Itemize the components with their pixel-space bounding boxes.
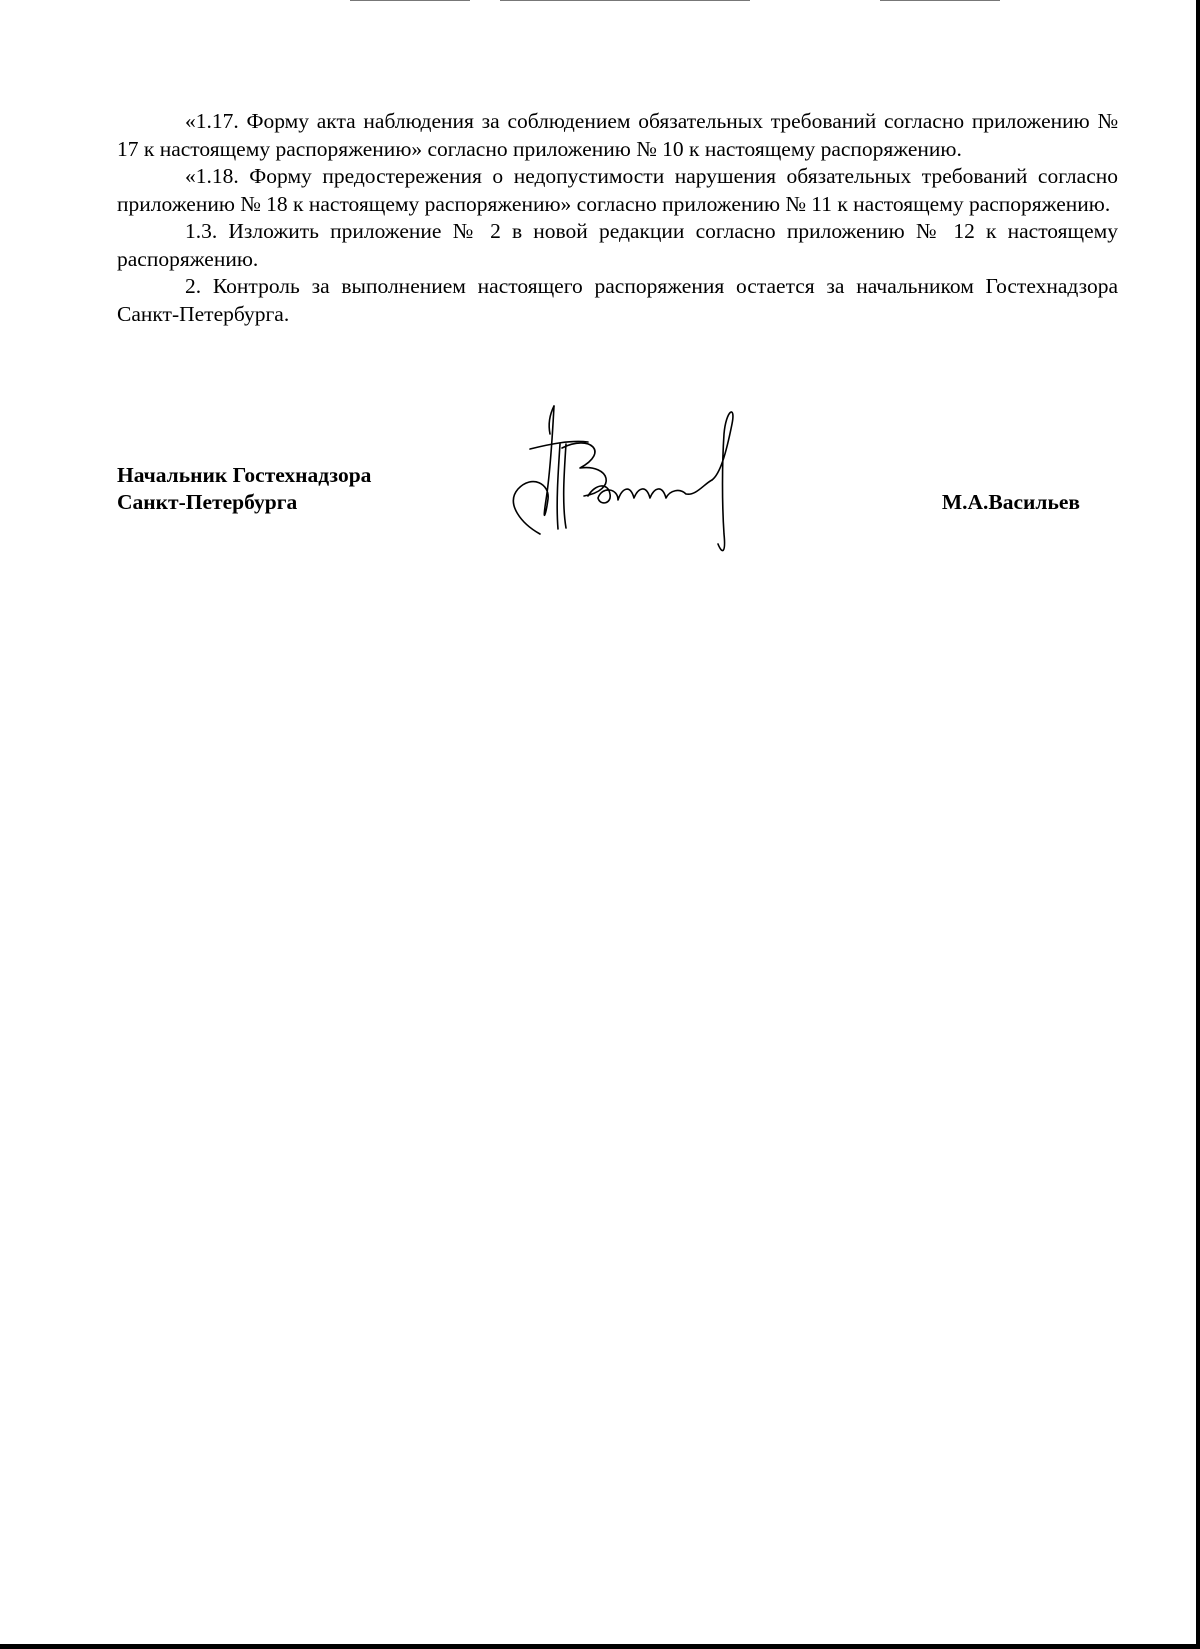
paragraph-2: 2. Контроль за выполнением настоящего распоряжения остается за начальником Гостехнадзора Санкт-Петербурга.	[117, 274, 1118, 326]
signer-position	[117, 462, 371, 516]
scan-border-right	[1196, 0, 1200, 1649]
paragraph-1-17: «1.17. Форму акта наблюдения за соблюдением обязательных требований согласно приложению № 17 к настоящему распоряжению» согласно приложению № 10 к настоящему распоряжению.	[117, 109, 1118, 161]
scan-artifact-line	[880, 0, 1000, 1]
scan-artifact-line	[350, 0, 470, 1]
signer-position-line-1: Начальник Гостехнадзора	[117, 463, 372, 487]
scan-artifact-line	[500, 0, 750, 1]
signer-name: М.А.Васильев	[941, 490, 1080, 514]
document-body	[117, 108, 1118, 328]
handwritten-signature	[500, 404, 780, 554]
signer-position-line-2: Санкт-Петербурга	[117, 490, 298, 514]
paragraph-1-3: 1.3. Изложить приложение № 2 в новой редакции согласно приложению № 12 к настоящему распоряжению.	[117, 219, 1118, 271]
scan-border-bottom	[0, 1644, 1200, 1649]
paragraph-1-18: «1.18. Форму предостережения о недопустимости нарушения обязательных требований согласно приложению № 18 к настоящему распоряжению» согласно приложению № 11 к настоящему распоряжению.	[117, 164, 1118, 216]
